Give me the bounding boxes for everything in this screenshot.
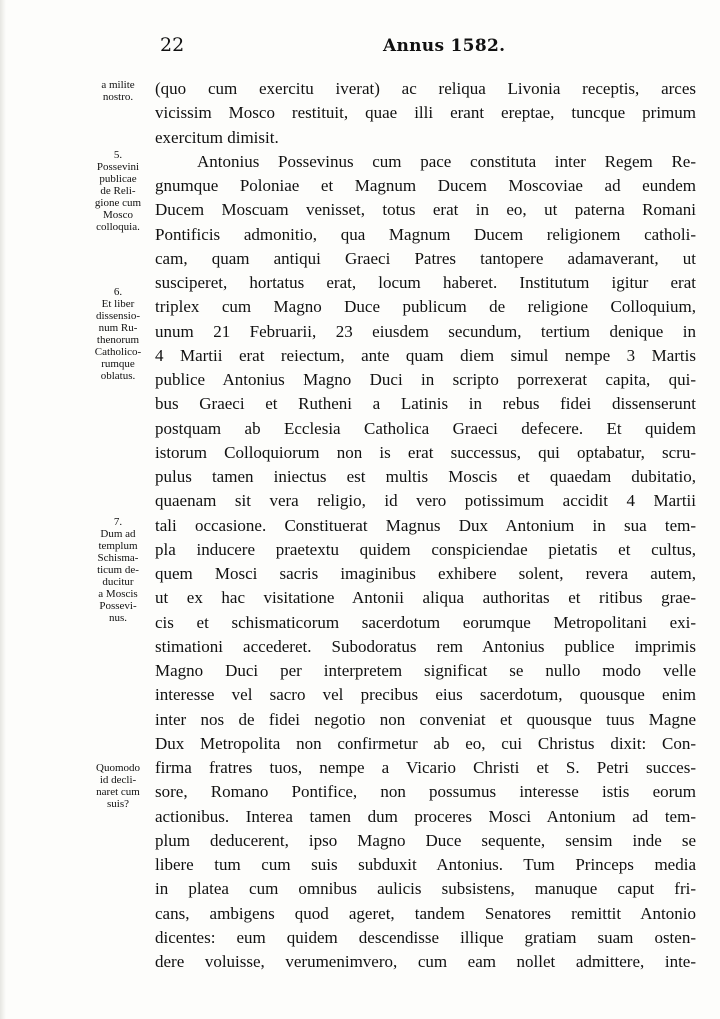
page-number: 22 xyxy=(160,34,185,56)
text-line: gnumque Poloniae et Magnum Ducem Moscoviae ad eundem xyxy=(155,176,696,195)
margin-note-line: Quomodo xyxy=(96,762,140,774)
margin-note-line: oblatus. xyxy=(100,370,136,382)
text-line: libere tum cum suis subduxit Antonius. Tum Princeps media xyxy=(155,855,696,874)
margin-note-line: Possevi- xyxy=(99,600,137,612)
text-line: dere voluisse, verumenimvero, cum eam nollet admittere, inte- xyxy=(155,952,696,971)
margin-note-line: de Reli- xyxy=(100,185,136,197)
text-line: (quo cum exercitu iverat) ac reliqua Livonia receptis, arces xyxy=(155,79,696,98)
body-text xyxy=(155,77,696,974)
text-line: sore, Romano Pontifice, non possumus interesse istis eorum xyxy=(155,782,696,802)
margin-note-line: ticum de- xyxy=(97,564,139,576)
text-line: exercitum dimisit. xyxy=(155,127,279,147)
text-line: vicissim Mosco restituit, quae illi erant ereptae, tuncque primum xyxy=(155,103,696,123)
text-line: tali occasione. Constituerat Magnus Dux Antonium in sua tem- xyxy=(155,515,696,535)
text-line: bus Graeci et Rutheni a Latinis in rebus fidei dissenserunt xyxy=(155,394,696,414)
margin-note-line: gione cum xyxy=(94,197,142,209)
text-line: quaenam sit vera religio, id vero potissimum accidit 4 Martii xyxy=(155,491,696,511)
margin-note-line: 5. xyxy=(113,149,123,161)
text-line: dicentes: eum quidem descendisse illique gratiam suam osten- xyxy=(155,927,696,947)
margin-note-line: rumque xyxy=(101,358,135,370)
text-line: actionibus. Interea tamen dum proceres Mosci Antonium ad tem- xyxy=(155,806,696,826)
text-line: cis et schismaticorum sacerdotum eorumque Metropolitani exi- xyxy=(155,612,696,632)
margin-note-line: colloquia. xyxy=(96,221,140,233)
margin-note-line: Schisma- xyxy=(97,552,139,564)
margin-note-line: nostro. xyxy=(102,91,134,103)
margin-note-a-milite xyxy=(82,79,154,103)
margin-note-line: 6. xyxy=(113,286,123,298)
running-head: Annus 1582. xyxy=(383,36,506,56)
text-line: cam, quam antiqui Graeci Patres tantopere adamaverant, ut xyxy=(155,248,696,268)
margin-note-6 xyxy=(82,286,154,382)
margin-note-line: a milite xyxy=(101,79,135,91)
text-line: quem Mosci sacris imaginibus exhibere solent, revera autem, xyxy=(155,564,696,583)
margin-note-line: Dum ad xyxy=(100,528,136,540)
margin-note-7 xyxy=(82,516,154,624)
margin-note-quomodo xyxy=(82,762,154,810)
text-line: susciperet, hortatus erat, locum haberet. Institutum igitur erat xyxy=(155,273,696,292)
text-line: publice Antonius Magno Duci in scripto porrexerat capita, qui- xyxy=(155,370,696,389)
margin-note-5 xyxy=(82,149,154,233)
text-line: unum 21 Februarii, 23 eiusdem secundum, tertium denique in xyxy=(155,321,696,341)
paragraph-start-line: Antonius Possevinus cum pace constituta inter Regem Re- xyxy=(197,151,696,171)
margin-note-line: num Ru- xyxy=(98,322,138,334)
text-line: stimationi accederet. Subodoratus rem Antonius publice imprimis xyxy=(155,636,696,656)
margin-note-line: publicae xyxy=(99,173,137,185)
text-line: pla inducere praetextu quidem conspiciendae pietatis et cultus, xyxy=(155,539,696,559)
margin-note-line: Catholico- xyxy=(94,346,142,358)
text-line: inter nos de fidei negotio non conveniat et quousque tuus Magne xyxy=(155,709,696,729)
text-line: ut ex hac visitatione Antonii aliqua authoritas et ritibus grae- xyxy=(155,588,696,608)
margin-note-line: suis? xyxy=(107,798,129,810)
text-line: Pontificis admonitio, qua Magnum Ducem religionem catholi- xyxy=(155,224,696,244)
margin-note-line: naret cum xyxy=(96,786,140,798)
margin-note-line: a Moscis xyxy=(98,588,138,600)
margin-note-line: nus. xyxy=(108,612,128,624)
text-line: istorum Colloquiorum non is erat successus, qui optabatur, scru- xyxy=(155,442,696,462)
text-line: cans, ambigens quod ageret, tandem Senatores remittit Antonio xyxy=(155,903,696,923)
page-edge-shadow xyxy=(0,0,6,1019)
text-line: 4 Martii erat reiectum, ante quam diem simul nempe 3 Martis xyxy=(155,345,696,365)
margin-note-line: id decli- xyxy=(99,774,137,786)
margin-note-line: Et liber xyxy=(101,298,135,310)
margin-note-line: ducitur xyxy=(102,576,134,588)
text-line: postquam ab Ecclesia Catholica Graeci defecere. Et quidem xyxy=(155,418,696,438)
text-line: interesse vel sacro vel precibus eius sacerdotum, quousque enim xyxy=(155,685,696,705)
text-line: firma fratres tuos, nempe a Vicario Christi et S. Petri succes- xyxy=(155,758,696,777)
text-line: Ducem Moscuam venisset, totus erat in eo, ut paterna Romani xyxy=(155,200,696,220)
text-line: pulus tamen iniectus est multis Moscis et quaedam dubitatio, xyxy=(155,467,696,486)
margin-note-line: dissensio- xyxy=(96,310,140,322)
margin-note-line: thenorum xyxy=(96,334,140,346)
margin-note-line: Possevini xyxy=(96,161,140,173)
text-line: triplex cum Magno Duce publicum de religione Colloquium, xyxy=(155,297,696,317)
margin-note-line: templum xyxy=(98,540,138,552)
text-line: in platea cum omnibus aulicis subsistens, manuque caput fri- xyxy=(155,879,696,899)
text-line: plum deducerent, ipso Magno Duce sequente, sensim inde se xyxy=(155,830,696,850)
text-line: Magno Duci per interpretem significat se nullo modo velle xyxy=(155,661,696,680)
margin-note-line: 7. xyxy=(113,516,123,528)
margin-note-line: Mosco xyxy=(103,209,133,221)
text-line: Dux Metropolita non confirmetur ab eo, cui Christus dixit: Con- xyxy=(155,733,696,753)
